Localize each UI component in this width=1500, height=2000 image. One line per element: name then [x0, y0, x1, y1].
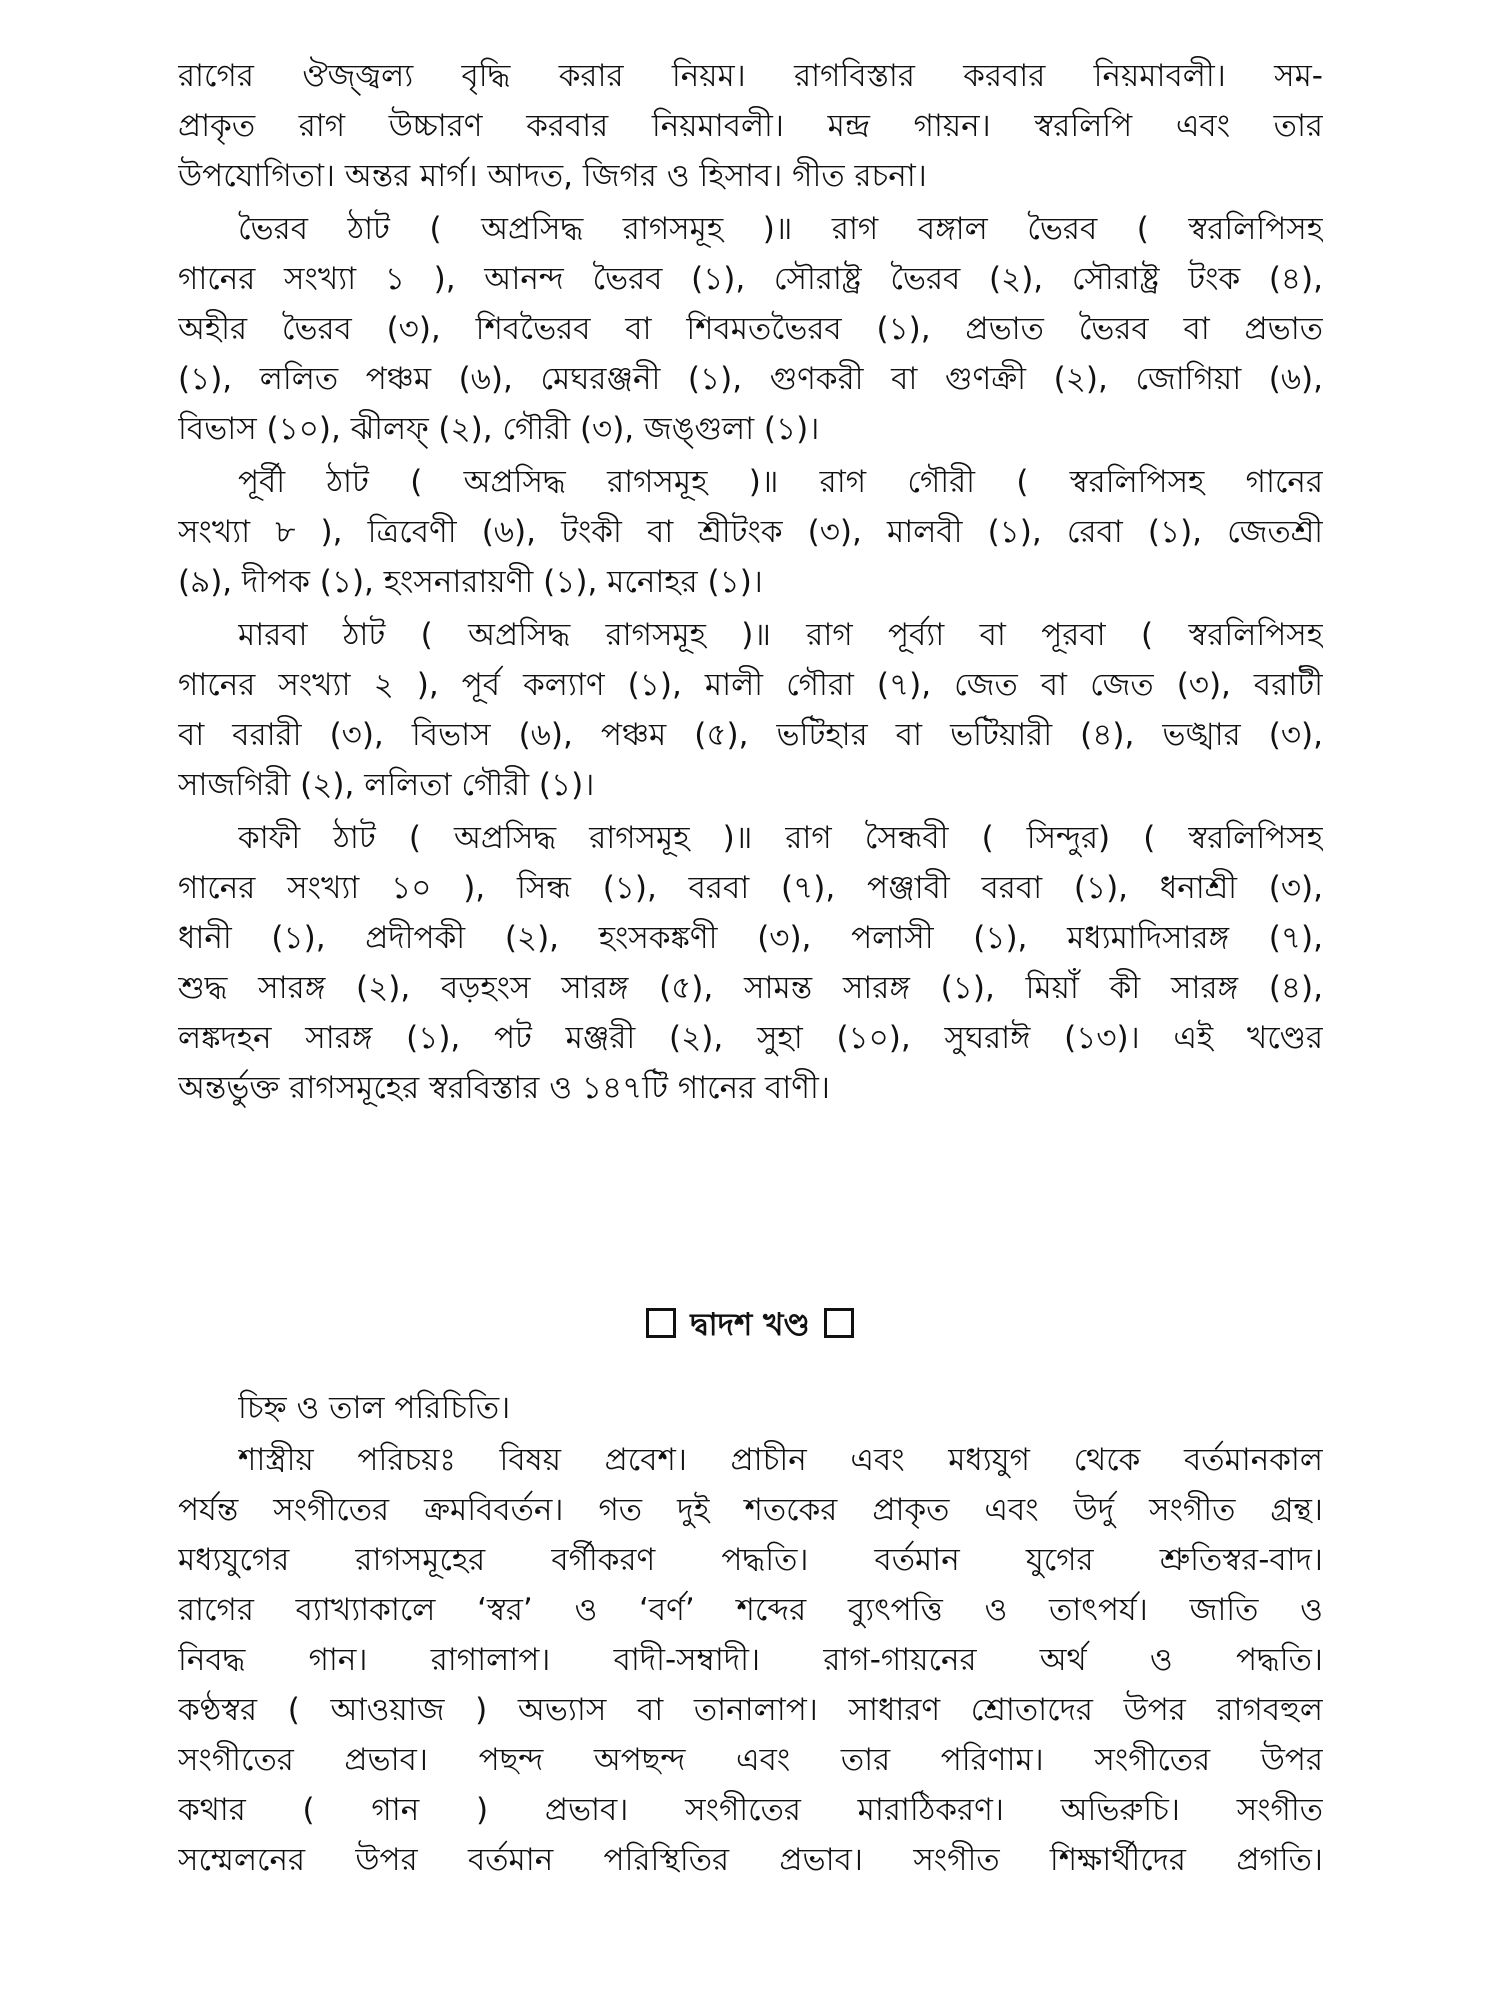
text-line: কাফী ঠাট ( অপ্রসিদ্ধ রাগসমূহ )॥ রাগ সৈন্ধবী ( সিন্দুর) ( স্বরলিপিসহ [238, 820, 1323, 856]
text-line: সংগীতের প্রভাব। পছন্দ অপছন্দ এবং তার পরিণাম। সংগীতের উপর [178, 1742, 1323, 1778]
text-line: অন্তর্ভুক্ত রাগসমূহের স্বরবিস্তার ও ১৪৭টি গানের বাণী। [178, 1070, 830, 1106]
text-line: বিভাস (১০), ঝীলফ্ (২), গৌরী (৩), জঙ্গুলা (১)। [178, 411, 820, 447]
text-line: কণ্ঠস্বর ( আওয়াজ ) অভ্যাস বা তানালাপ। সাধারণ শ্রোতাদের উপর রাগবহুল [178, 1692, 1323, 1728]
text-line: পূর্বী ঠাট ( অপ্রসিদ্ধ রাগসমূহ )॥ রাগ গৌরী ( স্বরলিপিসহ গানের [238, 464, 1323, 500]
section-heading [0, 1305, 1500, 1345]
text-line: সাজগিরী (২), ললিতা গৌরী (১)। [178, 767, 595, 803]
text-line: নিবদ্ধ গান। রাগালাপ। বাদী-সম্বাদী। রাগ-গায়নের অর্থ ও পদ্ধতি। [178, 1642, 1323, 1678]
text-line: (৯), দীপক (১), হংসনারায়ণী (১), মনোহর (১)। [178, 564, 763, 600]
square-bullet-icon [824, 1308, 854, 1338]
text-line: বা বরারী (৩), বিভাস (৬), পঞ্চম (৫), ভটিহার বা ভটিয়ারী (৪), ভঙ্খার (৩), [178, 717, 1323, 753]
text-line: ধানী (১), প্রদীপকী (২), হংসকঙ্কণী (৩), পলাসী (১), মধ্যমাদিসারঙ্গ (৭), [178, 920, 1323, 956]
text-line: মধ্যযুগের রাগসমূহের বর্গীকরণ পদ্ধতি। বর্তমান যুগের শ্রুতিস্বর-বাদ। [178, 1542, 1323, 1578]
text-line: মারবা ঠাট ( অপ্রসিদ্ধ রাগসমূহ )॥ রাগ পূর্ব্যা বা পূরবা ( স্বরলিপিসহ [238, 617, 1323, 653]
section-heading-label: দ্বাদশ খণ্ড [690, 1307, 810, 1343]
text-line: উপযোগিতা। অন্তর মার্গ। আদত, জিগর ও হিসাব। গীত রচনা। [178, 158, 927, 194]
text-line: প্রাকৃত রাগ উচ্চারণ করবার নিয়মাবলী। মন্দ্র গায়ন। স্বরলিপি এবং তার [178, 108, 1323, 144]
text-line: ভৈরব ঠাট ( অপ্রসিদ্ধ রাগসমূহ )॥ রাগ বঙ্গাল ভৈরব ( স্বরলিপিসহ [238, 211, 1323, 247]
text-line: শুদ্ধ সারঙ্গ (২), বড়হংস সারঙ্গ (৫), সামন্ত সারঙ্গ (১), মিয়াঁ কী সারঙ্গ (৪), [178, 970, 1323, 1006]
text-line: পর্যন্ত সংগীতের ক্রমবিবর্তন। গত দুই শতকের প্রাকৃত এবং উর্দু সংগীত গ্রন্থ। [178, 1492, 1323, 1528]
text-line: অহীর ভৈরব (৩), শিবভৈরব বা শিবমতভৈরব (১), প্রভাত ভৈরব বা প্রভাত [178, 311, 1323, 347]
text-line: গানের সংখ্যা ১ ), আনন্দ ভৈরব (১), সৌরাষ্ট্র ভৈরব (২), সৌরাষ্ট্র টংক (৪), [178, 261, 1323, 297]
text-line: গানের সংখ্যা ২ ), পূর্ব কল্যাণ (১), মালী গৌরা (৭), জেত বা জেত (৩), বরাটী [178, 667, 1323, 703]
square-bullet-icon [646, 1308, 676, 1338]
text-line: চিহ্ন ও তাল পরিচিতি। [238, 1390, 511, 1426]
text-line: রাগের ব্যাখ্যাকালে ‘স্বর’ ও ‘বর্ণ’ শব্দের ব্যুৎপত্তি ও তাৎপর্য। জাতি ও [178, 1592, 1323, 1628]
text-line: (১), ললিত পঞ্চম (৬), মেঘরঞ্জনী (১), গুণকরী বা গুণক্রী (২), জোগিয়া (৬), [178, 361, 1323, 397]
text-line: রাগের ঔজ্জ্বল্য বৃদ্ধি করার নিয়ম। রাগবিস্তার করবার নিয়মাবলী। সম- [178, 58, 1323, 94]
text-line: লঙ্কদহন সারঙ্গ (১), পট মঞ্জরী (২), সুহা (১০), সুঘরাঈ (১৩)। এই খণ্ডের [178, 1020, 1323, 1056]
text-line: সম্মেলনের উপর বর্তমান পরিস্থিতির প্রভাব। সংগীত শিক্ষার্থীদের প্রগতি। [178, 1842, 1323, 1878]
text-line: সংখ্যা ৮ ), ত্রিবেণী (৬), টংকী বা শ্রীটংক (৩), মালবী (১), রেবা (১), জেতশ্রী [178, 514, 1323, 550]
text-line: কথার ( গান ) প্রভাব। সংগীতের মারাঠিকরণ। অভিরুচি। সংগীত [178, 1792, 1323, 1828]
text-line: গানের সংখ্যা ১০ ), সিন্ধ (১), বরবা (৭), পঞ্জাবী বরবা (১), ধনাশ্রী (৩), [178, 870, 1323, 906]
text-line: শাস্ত্রীয় পরিচয়ঃ বিষয় প্রবেশ। প্রাচীন এবং মধ্যযুগ থেকে বর্তমানকাল [238, 1442, 1323, 1478]
